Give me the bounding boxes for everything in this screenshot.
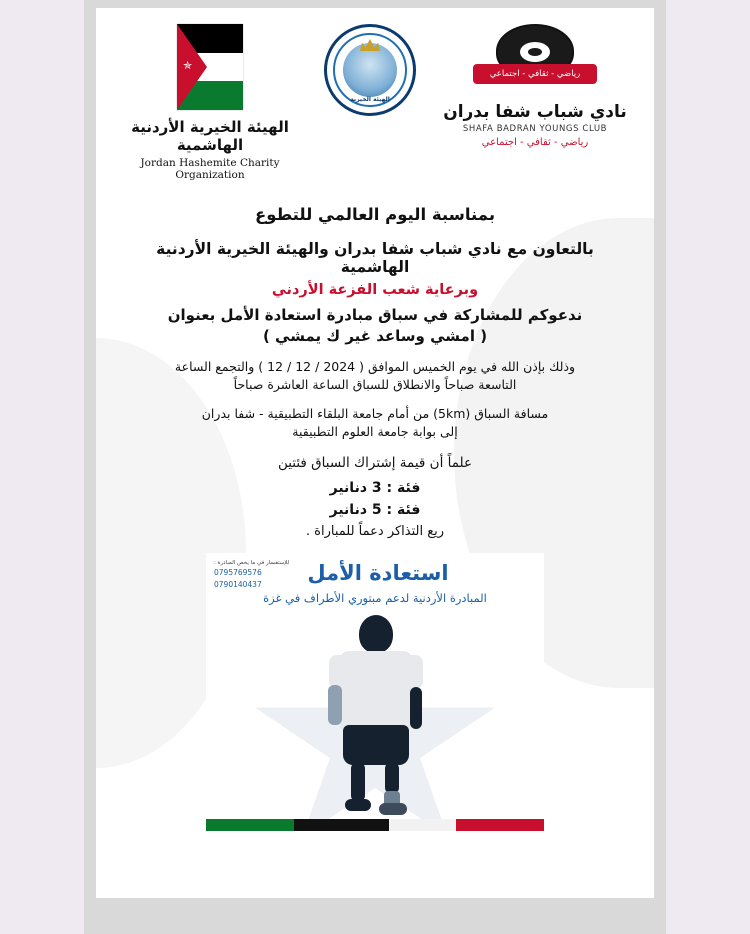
flag-star-icon: ✯ [183, 59, 193, 72]
club-name-english: SHAFA BADRAN YOUNGS CLUB [462, 124, 608, 134]
flyer-document [96, 8, 654, 898]
boy-with-prosthetics-silhouette [315, 615, 435, 815]
emblem-inner [343, 43, 397, 97]
jordan-flag-icon [177, 24, 243, 110]
government-emblem-logo [300, 24, 440, 116]
boy-arm-right [410, 687, 422, 729]
flyer-body [96, 181, 654, 539]
boy-sleeve-right [401, 655, 423, 689]
jhco-name-english: Jordan Hashemite Charity Organization [140, 157, 280, 181]
football-icon [520, 42, 550, 62]
campaign-poster [206, 553, 544, 831]
boy-leg-right [385, 763, 399, 793]
government-emblem-icon [324, 24, 416, 116]
proceeds-line: ريع التذاكر دعماً للمباراة . [305, 524, 445, 539]
boy-shorts [343, 725, 409, 765]
poster-title: استعادة الأمل [307, 561, 449, 585]
date-line-2: التاسعة صباحاً والانطلاق للسباق الساعة العاشرة صباحاً [233, 377, 517, 392]
boy-shoe-right [379, 803, 407, 815]
club-tagline: رياضي - ثقافي - اجتماعي [481, 137, 589, 148]
flag-strip [206, 819, 544, 831]
boy-head [359, 615, 393, 653]
jhco-logo [120, 24, 300, 181]
fee-option-2: فئة : 5 دنانير [329, 502, 421, 518]
strip-green [206, 819, 294, 831]
prosthetic-arm-icon [328, 685, 342, 725]
logo-row [96, 8, 654, 181]
fees-note: علماً أن قيمة إشتراك السباق فئتين [277, 455, 473, 471]
invite-line-2: ( امشي وساعد غير ك يمشي ) [262, 327, 488, 345]
boy-leg-left [351, 763, 365, 801]
emblem-caption: الهيئة الخيرية [350, 96, 390, 103]
headline: بمناسبة اليوم العالمي للتطوع [254, 205, 496, 224]
club-shield-icon [471, 24, 599, 96]
invite-line-1: ندعوكم للمشاركة في سباق مبادرة استعادة الأمل بعنوان [167, 306, 583, 324]
route-line-2: إلى بوابة جامعة العلوم التطبيقية [292, 424, 458, 439]
club-ribbon: رياضي - ثقافي - اجتماعي [473, 64, 597, 84]
poster-contact-note: للإستفسار في ما يخص المبادرة : [214, 560, 290, 566]
poster-phone-2: 0790140437 [214, 579, 262, 589]
boy-sleeve-left [329, 655, 351, 689]
fee-option-1: فئة : 3 دنانير [329, 480, 421, 496]
cooperation-line: بالتعاون مع نادي شباب شفا بدران والهيئة الخيرية الأردنية الهاشمية [156, 240, 594, 276]
date-line-1: وذلك بإذن الله في يوم الخميس الموافق ( 2024 / 12 / 12 ) والتجمع الساعة [174, 359, 576, 374]
strip-white [389, 819, 457, 831]
jhco-name-arabic: الهيئة الخيرية الأردنية الهاشمية [131, 118, 289, 154]
poster-subtitle: المبادرة الأردنية لدعم مبتوري الأطراف في غزة [263, 591, 487, 605]
poster-phone-1: 0795769576 [214, 568, 262, 578]
route-line-1: مسافة السباق (5km) من أمام جامعة البلقاء التطبيقية - شفا بدران [201, 406, 549, 421]
strip-red [456, 819, 544, 831]
strip-black [294, 819, 389, 831]
boy-shoe-left [345, 799, 371, 811]
club-name-arabic: نادي شباب شفا بدران [443, 102, 627, 122]
patronage-line: وبرعاية شعب الفزعة الأردني [271, 282, 479, 298]
club-logo [440, 24, 630, 148]
